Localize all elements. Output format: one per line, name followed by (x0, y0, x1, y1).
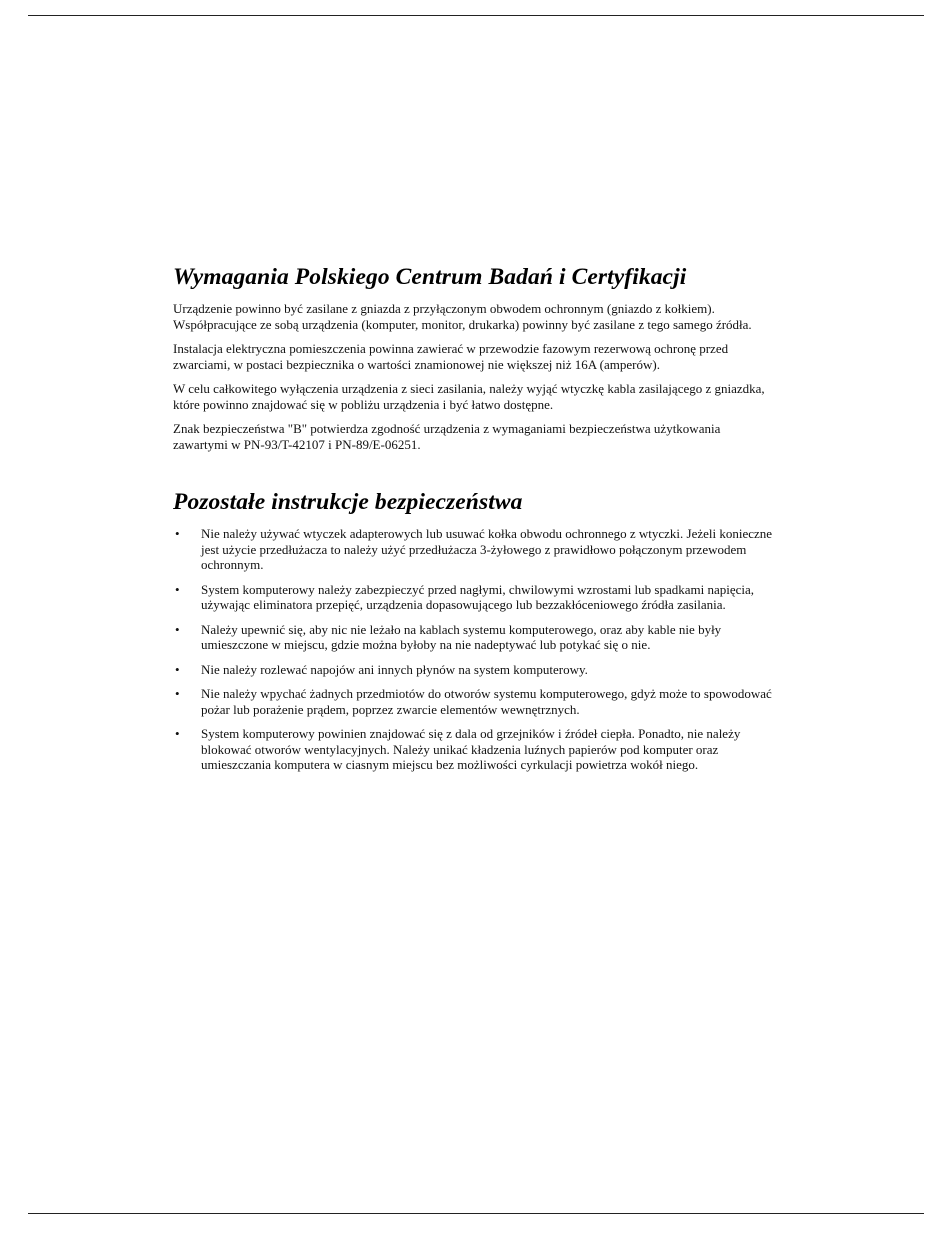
bullet-icon: • (175, 581, 180, 597)
safety-instructions-list (173, 526, 773, 773)
section-title-pcbc: Wymagania Polskiego Centrum Badań i Certyfikacji (173, 264, 687, 290)
list-item-text: Nie należy używać wtyczek adapterowych lub usuwać kołka obwodu ochronnego z wtyczki. Jeżeli konieczne jest użycie przedłużacza to należy użyć przedłużacza 3-żyłowego z prawidłowo połączonym przewodem ochronnym. (201, 526, 773, 572)
bullet-icon: • (175, 526, 180, 541)
list-item (173, 726, 773, 773)
list-item (173, 526, 773, 573)
paragraph: Urządzenie powinno być zasilane z gniazda z przyłączonym obwodem ochronnym (gniazdo z kołkiem). Współpracujące ze sobą urządzenia (komputer, monitor, drukarka) powinny być zasilane z tego samego źródła. (173, 301, 752, 332)
list-item-text: Należy upewnić się, aby nic nie leżało na kablach systemu komputerowego, oraz aby kable nie były umieszczone w miejscu, gdzie można byłoby na nie nadeptywać lub potykać się o nie. (201, 621, 722, 652)
page-content (173, 262, 773, 782)
list-item (173, 686, 773, 717)
paragraph: Znak bezpieczeństwa "B" potwierdza zgodność urządzenia z wymaganiami bezpieczeństwa użytkowania zawartymi w PN-93/T-42107 i PN-89/E-06251. (173, 421, 721, 452)
list-item-text: System komputerowy należy zabezpieczyć przed nagłymi, chwilowymi wzrostami lub spadkami napięcia, używając eliminatora przepięć, urządzenia dopasowującego lub bezzakłóceniowego źródła zasilania. (201, 581, 755, 612)
list-item (173, 622, 773, 653)
header-rule (28, 15, 924, 16)
list-item-text: Nie należy rozlewać napojów ani innych płynów na system komputerowy. (201, 661, 588, 677)
footer-rule (28, 1213, 924, 1214)
list-item (173, 582, 773, 613)
bullet-icon: • (175, 726, 180, 741)
bullet-icon: • (175, 621, 180, 637)
list-item-text: System komputerowy powinien znajdować się z dala od grzejników i źródeł ciepła. Ponadto, nie należy blokować otworów wentylacyjnych. Należy unikać kładzenia luźnych papierów pod komputer oraz umieszczania komputera w ciasnym miejscu bez możliwości cyrkulacji powietrza wokół niego. (201, 726, 741, 772)
bullet-icon: • (175, 661, 180, 677)
section-title-other-safety: Pozostałe instrukcje bezpieczeństwa (173, 489, 523, 515)
paragraph: Instalacja elektryczna pomieszczenia powinna zawierać w przewodzie fazowym rezerwową ochronę przed zwarciami, w postaci bezpiecznika o wartości znamionowej nie większej niż 16A (amperów). (173, 341, 729, 372)
list-item-text: Nie należy wpychać żadnych przedmiotów do otworów systemu komputerowego, gdyż może to spowodować pożar lub porażenie prądem, poprzez zwarcie elementów wewnętrznych. (201, 686, 772, 717)
paragraph: W celu całkowitego wyłączenia urządzenia z sieci zasilania, należy wyjąć wtyczkę kabla zasilającego z gniazdka, które powinno znajdować się w pobliżu urządzenia i być łatwo dostępne. (173, 381, 765, 412)
bullet-icon: • (175, 686, 180, 701)
list-item (173, 662, 773, 678)
